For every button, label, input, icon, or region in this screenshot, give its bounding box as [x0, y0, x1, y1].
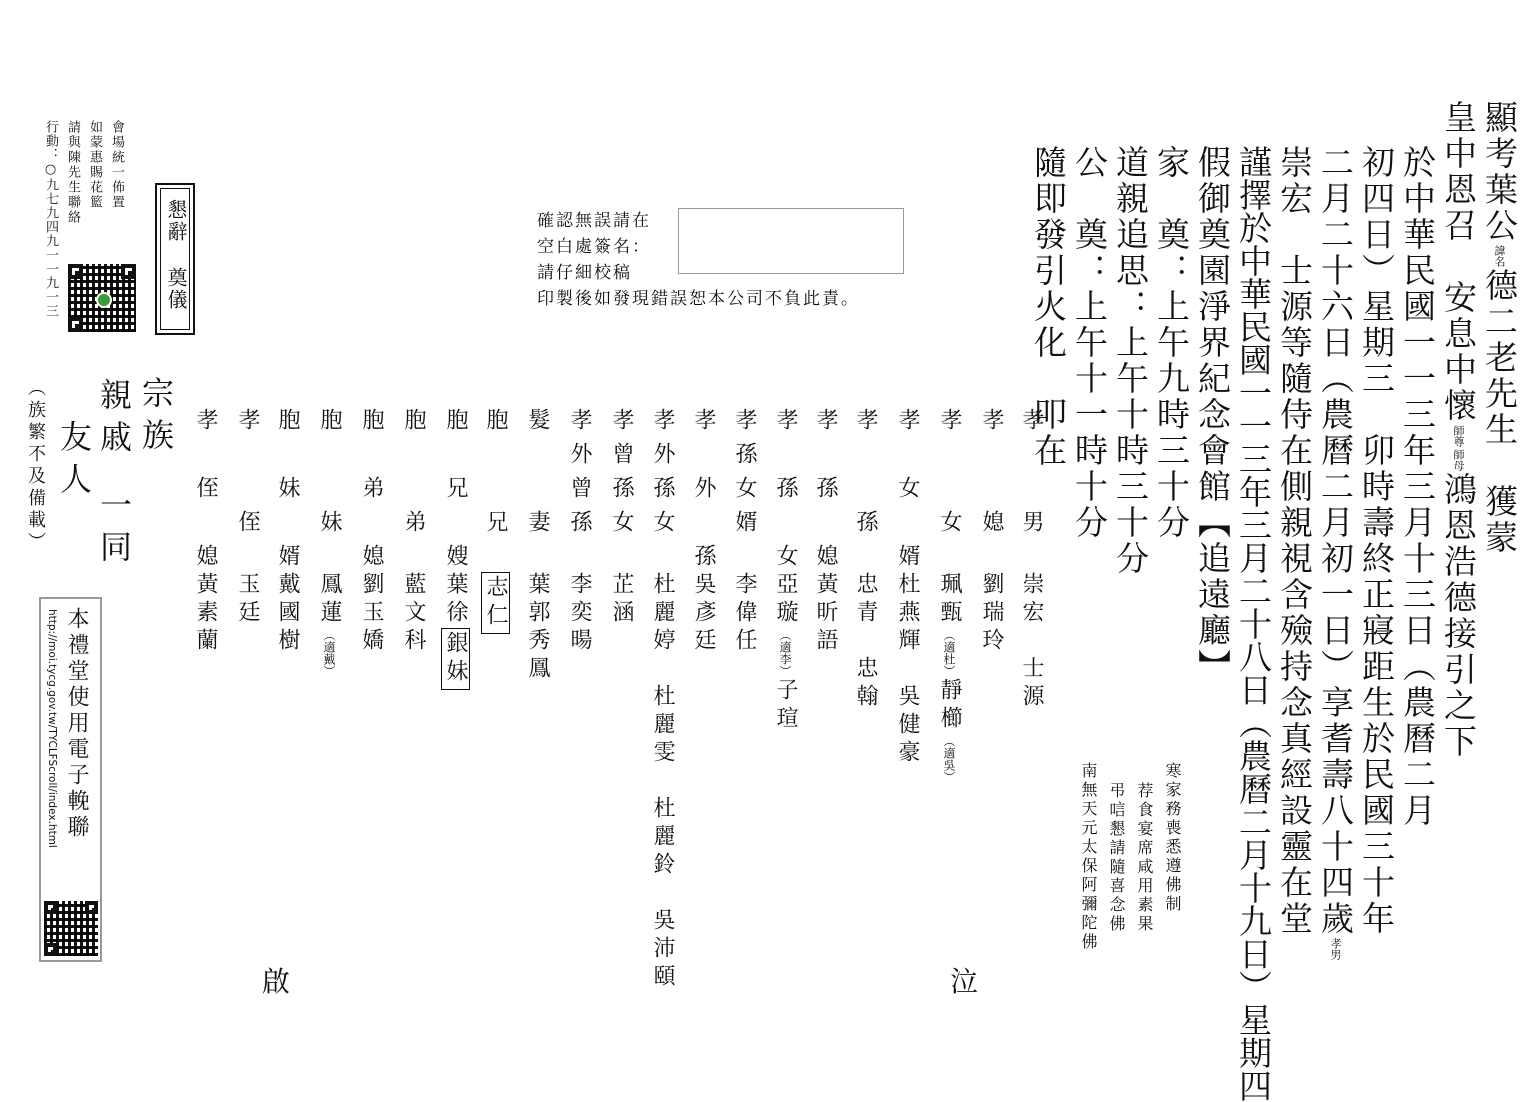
disclaimer-text: 印製後如發現錯誤恕本公司不負此責。	[537, 289, 860, 309]
group-note: （族繁不及備載）	[25, 378, 46, 554]
notice-col-4: 初四日）星期三 卯時壽終正寢距生於民國三十年	[1357, 145, 1396, 937]
group-yitong: 一同	[95, 488, 133, 572]
mourner-names	[444, 572, 466, 690]
mourner-names	[814, 572, 836, 656]
notice-col-5: 二月二十六日（農曆二月初一日）享耆壽八十四歲孝男	[1316, 145, 1355, 960]
signature-line: 空白處簽名：	[537, 237, 651, 257]
customs-line: 弔唁懇請隨喜念佛	[1107, 782, 1126, 934]
mourner-name: 忠青 忠翰	[853, 572, 878, 712]
mourner-name: 子瑄	[773, 678, 798, 734]
mourner-name: 珮甄	[937, 572, 962, 628]
mourner-name: 黃素蘭	[193, 572, 218, 656]
mourner-name: 芷涵	[609, 572, 634, 628]
mourner-name: （適吳）	[942, 735, 956, 783]
mourner-name: 杜燕輝 吳健豪	[895, 572, 920, 768]
florist-line: 請與陳先生聯絡	[65, 120, 80, 225]
mourner-relation: 孝 孫 媳	[813, 408, 838, 578]
notice-col-7: 謹擇於中華民國一一三年三月二十八日（農曆二月十九日）星期四	[1234, 145, 1273, 1102]
mourner-relation: 孝 媳	[979, 408, 1004, 544]
mourner-names	[733, 572, 755, 656]
mourner-name: （適李）	[778, 629, 792, 677]
mourner-relation: 孝 男	[1019, 408, 1044, 544]
mourner-relation: 孝孫女婿	[732, 408, 757, 544]
group-youren: 友人	[55, 420, 93, 504]
mourner-name: 藍文科	[401, 572, 426, 656]
ebanner-url-wrap	[44, 609, 60, 897]
mourner-names	[1020, 572, 1042, 712]
mourner-names	[360, 572, 382, 656]
mourner-relation: 胞 妹	[317, 408, 342, 544]
line-logo-icon	[96, 292, 112, 308]
florist-line: 如蒙惠賜花籃	[87, 120, 102, 210]
ebanner-qr-code[interactable]	[44, 901, 98, 956]
notice-col-9: 家 奠：上午九時三十分	[1152, 145, 1191, 541]
mourner-relation: 胞 弟 媳	[359, 408, 384, 578]
mourner-name: 亞璇	[773, 572, 798, 628]
mourner-name: 葉徐	[443, 572, 468, 628]
mourner-relation: 孝 侄	[235, 408, 260, 544]
notice-col-12: 隨即發引火化 叩在	[1029, 145, 1068, 469]
mourner-relation: 孝 女 婿	[895, 408, 920, 578]
notice-col-3: 於中華民國一一三年三月十三日（農曆二月	[1398, 145, 1437, 829]
mourner-relation: 孝外孫女	[650, 408, 675, 544]
notice-col-2: 皇中恩召 安息中懷師尊師母鴻恩浩德接引之下	[1439, 100, 1478, 760]
signature-line: 確認無誤請在	[537, 211, 651, 231]
mourner-names	[402, 572, 424, 656]
mourner-relation: 胞 妹 婿	[275, 408, 300, 578]
mourner-relation: 孝外曾孫	[567, 408, 592, 544]
mourner-names	[854, 572, 876, 712]
mourner-name: 玉廷	[235, 572, 260, 628]
notice-col-1: 顯考葉公諱名德二老先生 獲蒙	[1480, 100, 1519, 556]
mourner-name: 杜麗婷 杜麗雯 杜麗鈴 吳沛頤	[650, 572, 675, 992]
mourner-names	[194, 572, 216, 656]
mourner-relation: 孝 侄 媳	[193, 408, 218, 578]
refuse-offerings-box	[155, 183, 195, 335]
florist-qr-code[interactable]	[68, 264, 136, 332]
mourner-name: （適杜）	[942, 629, 956, 677]
mourner-names	[651, 572, 673, 992]
ebanner-box	[39, 597, 102, 962]
mourner-name: 靜櫛	[937, 678, 962, 734]
mourner-name: 黃昕語	[813, 572, 838, 656]
mourner-names	[896, 572, 918, 768]
mourner-relation: 孝 孫 女	[773, 408, 798, 578]
mourner-relation: 髮 妻	[525, 408, 550, 544]
mourner-name: 志仁	[481, 572, 510, 634]
mourner-names	[236, 572, 258, 628]
mourner-names	[318, 572, 340, 678]
notice-col-10: 道親追思：上午十時三十分	[1111, 145, 1150, 577]
customs-line: 南無天元太保阿彌陀佛	[1079, 762, 1098, 952]
mourner-names	[568, 572, 590, 656]
group-zongzu: 宗族	[137, 376, 175, 460]
mourner-names	[774, 572, 796, 734]
customs-line: 荐食宴席咸用素果	[1135, 782, 1154, 934]
mourner-name: 崇宏 士源	[1019, 572, 1044, 712]
mourner-names	[692, 572, 714, 656]
ebanner-url[interactable]: http://moi.tycg.gov.tw/TYCLFScroll/index.html	[46, 609, 58, 848]
mourner-names	[610, 572, 632, 628]
mourner-name: 李奕暘	[567, 572, 592, 656]
mourner-names	[526, 572, 548, 684]
mourner-name: 李偉任	[732, 572, 757, 656]
group-qinqi: 親戚	[95, 378, 133, 462]
mourner-name: 吳彥廷	[691, 572, 716, 656]
mourner-name: 戴國樹	[275, 572, 300, 656]
mourner-names	[980, 572, 1002, 656]
refuse-line-2: 奠儀	[164, 267, 188, 311]
mourner-name: 銀妹	[441, 628, 470, 690]
ebanner-title: 本禮堂使用電子輓聯	[64, 607, 89, 841]
mourner-names	[484, 572, 506, 634]
mourner-relation: 孝 女	[937, 408, 962, 544]
marker-kai: 啟	[262, 965, 291, 998]
mourner-relation: 孝曾孫女	[609, 408, 634, 544]
mourner-name: 葉郭秀鳳	[525, 572, 550, 684]
mourner-relation: 孝 孫	[853, 408, 878, 544]
signature-box[interactable]	[678, 208, 904, 274]
marker-qi: 泣	[950, 965, 979, 998]
mourner-name: 劉玉嬌	[359, 572, 384, 656]
mourner-relation: 胞 弟	[401, 408, 426, 544]
mourner-name: 鳳蓮	[317, 572, 342, 628]
refuse-line-1: 懇辭	[164, 199, 188, 243]
florist-phone: 行動：○九七九四九一一九一三	[43, 120, 58, 318]
mourner-relation: 胞 兄	[483, 408, 508, 544]
mourner-relation: 孝 外 孫	[691, 408, 716, 578]
customs-line: 寒家務喪悉遵佛制	[1163, 762, 1182, 914]
mourner-relation: 胞 兄 嫂	[443, 408, 468, 578]
notice-col-11: 公 奠：上午十一時十分	[1070, 145, 1109, 541]
mourner-names	[938, 572, 960, 784]
mourner-name: 劉瑞玲	[979, 572, 1004, 656]
mourner-name: （適戴）	[322, 629, 336, 677]
notice-col-6: 崇宏 士源等隨侍在側親視含殮持念真經設靈在堂	[1275, 145, 1314, 937]
signature-line: 請仔細校稿	[537, 263, 632, 283]
notice-col-8: 假御奠園淨界紀念會館【追遠廳】	[1193, 145, 1232, 685]
florist-line: 會場統一佈置	[109, 120, 124, 210]
mourner-names	[276, 572, 298, 656]
